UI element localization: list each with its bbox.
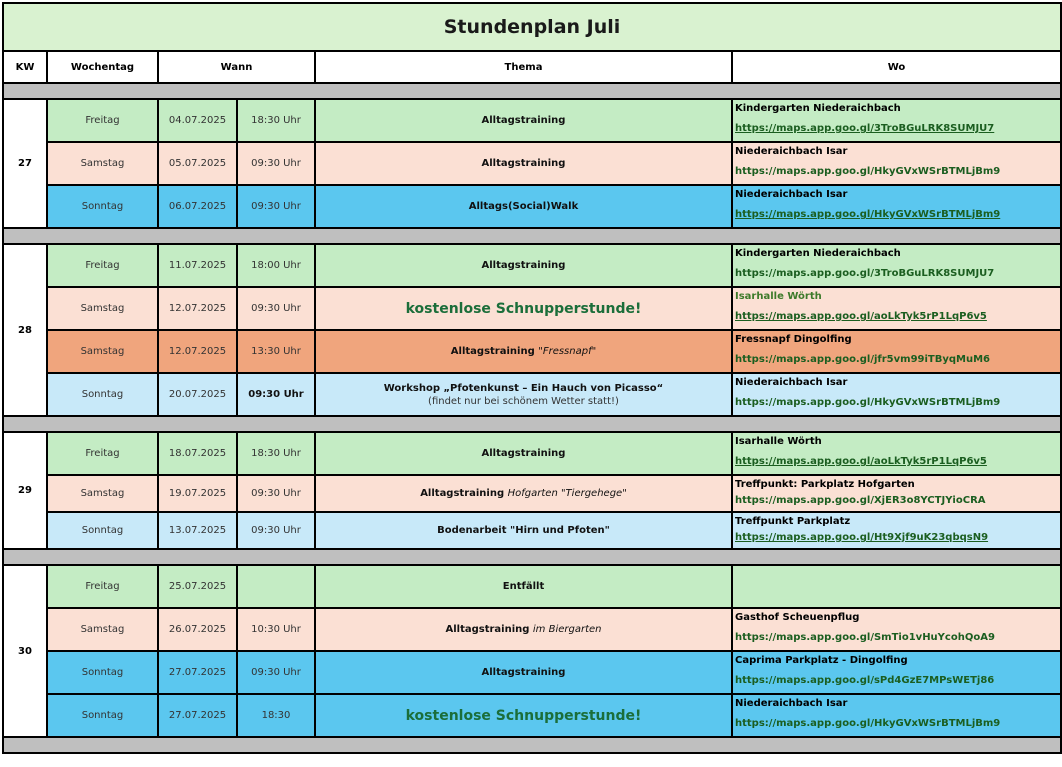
separator bbox=[3, 416, 1061, 432]
location bbox=[732, 651, 1061, 694]
location bbox=[732, 694, 1061, 737]
location-name: Gasthof Scheuenpflug bbox=[735, 612, 860, 623]
location bbox=[732, 287, 1061, 330]
date: 06.07.2025 bbox=[158, 185, 237, 228]
week-number: 29 bbox=[3, 432, 47, 549]
weekday: Freitag bbox=[47, 244, 158, 287]
location-name: Niederaichbach Isar bbox=[735, 146, 848, 157]
location-name: Kindergarten Niederaichbach bbox=[735, 103, 901, 114]
header-kw: KW bbox=[3, 51, 47, 83]
separator bbox=[3, 549, 1061, 565]
topic-italic: Hofgarten "Tiergehege" bbox=[507, 488, 627, 499]
location bbox=[732, 608, 1061, 651]
topic: kostenlose Schnupperstunde! bbox=[315, 694, 732, 737]
location-name: Niederaichbach Isar bbox=[735, 189, 848, 200]
time: 09:30 Uhr bbox=[237, 475, 315, 512]
map-link[interactable]: https://maps.app.goo.gl/jfr5vm99iTByqMuM6 bbox=[735, 354, 991, 365]
time: 09:30 Uhr bbox=[237, 142, 315, 185]
location bbox=[732, 565, 1061, 608]
topic bbox=[315, 373, 732, 416]
location bbox=[732, 373, 1061, 416]
location-name: Treffpunkt Parkplatz bbox=[735, 516, 851, 527]
table-row bbox=[3, 185, 1061, 228]
topic bbox=[315, 608, 732, 651]
topic: Alltagstraining bbox=[315, 244, 732, 287]
map-link[interactable]: https://maps.app.goo.gl/sPd4GzE7MPsWETj86 bbox=[735, 675, 995, 686]
date: 18.07.2025 bbox=[158, 432, 237, 475]
location-name: Caprima Parkplatz - Dingolfing bbox=[735, 655, 908, 666]
weekday: Freitag bbox=[47, 432, 158, 475]
location bbox=[732, 142, 1061, 185]
time: 18:30 Uhr bbox=[237, 432, 315, 475]
table-row bbox=[3, 244, 1061, 287]
table-row bbox=[3, 330, 1061, 373]
date: 05.07.2025 bbox=[158, 142, 237, 185]
table-row bbox=[3, 373, 1061, 416]
location bbox=[732, 99, 1061, 142]
table-row bbox=[3, 432, 1061, 475]
weekday: Samstag bbox=[47, 287, 158, 330]
week-number: 28 bbox=[3, 244, 47, 416]
location bbox=[732, 512, 1061, 549]
separator bbox=[3, 737, 1061, 753]
time: 10:30 Uhr bbox=[237, 608, 315, 651]
topic-text: Workshop „Pfotenkunst – Ein Hauch von Picasso“ bbox=[383, 382, 664, 394]
table-row bbox=[3, 608, 1061, 651]
weekday: Sonntag bbox=[47, 651, 158, 694]
date: 12.07.2025 bbox=[158, 287, 237, 330]
location-name: Kindergarten Niederaichbach bbox=[735, 248, 901, 259]
date: 04.07.2025 bbox=[158, 99, 237, 142]
table-row bbox=[3, 99, 1061, 142]
topic-text: Alltagstraining bbox=[420, 488, 508, 499]
map-link[interactable]: https://maps.app.goo.gl/aoLkTyk5rP1LqP6v5 bbox=[735, 311, 987, 322]
table-row bbox=[3, 512, 1061, 549]
weekday: Samstag bbox=[47, 330, 158, 373]
topic: Alltagstraining bbox=[315, 651, 732, 694]
table-row bbox=[3, 287, 1061, 330]
time: 09:30 Uhr bbox=[237, 512, 315, 549]
weekday: Freitag bbox=[47, 565, 158, 608]
topic bbox=[315, 475, 732, 512]
location-name: Treffpunkt: Parkplatz Hofgarten bbox=[735, 479, 915, 490]
weekday: Samstag bbox=[47, 608, 158, 651]
date: 27.07.2025 bbox=[158, 694, 237, 737]
map-link[interactable]: https://maps.app.goo.gl/3TroBGuLRK8SUMJU7 bbox=[735, 123, 995, 134]
schedule-table bbox=[2, 2, 1062, 754]
topic-note: (findet nur bei schönem Wetter statt!) bbox=[428, 395, 619, 407]
map-link[interactable]: https://maps.app.goo.gl/3TroBGuLRK8SUMJU7 bbox=[735, 268, 995, 279]
weekday: Samstag bbox=[47, 142, 158, 185]
time: 13:30 Uhr bbox=[237, 330, 315, 373]
time: 18:30 bbox=[237, 694, 315, 737]
map-link[interactable]: https://maps.app.goo.gl/HkyGVxWSrBTMLjBm9 bbox=[735, 397, 1001, 408]
time: 09:30 Uhr bbox=[237, 373, 315, 416]
weekday: Freitag bbox=[47, 99, 158, 142]
separator bbox=[3, 83, 1061, 99]
topic-italic: im Biergarten bbox=[532, 624, 602, 635]
location-name: Niederaichbach Isar bbox=[735, 377, 848, 388]
header-wo: Wo bbox=[732, 51, 1061, 83]
date: 27.07.2025 bbox=[158, 651, 237, 694]
page-title: Stundenplan Juli bbox=[3, 3, 1061, 51]
topic: Alltagstraining bbox=[315, 142, 732, 185]
location-name: Isarhalle Wörth bbox=[735, 436, 822, 447]
topic bbox=[315, 330, 732, 373]
location bbox=[732, 330, 1061, 373]
map-link[interactable]: https://maps.app.goo.gl/HkyGVxWSrBTMLjBm9 bbox=[735, 166, 1001, 177]
date: 12.07.2025 bbox=[158, 330, 237, 373]
map-link[interactable]: https://maps.app.goo.gl/SmTio1vHuYcohQoA9 bbox=[735, 632, 995, 643]
table-row bbox=[3, 475, 1061, 512]
location bbox=[732, 432, 1061, 475]
topic: Alltagstraining bbox=[315, 99, 732, 142]
topic: Alltagstraining bbox=[315, 432, 732, 475]
location-name: Niederaichbach Isar bbox=[735, 698, 848, 709]
date: 20.07.2025 bbox=[158, 373, 237, 416]
table-row bbox=[3, 565, 1061, 608]
header-wochentag: Wochentag bbox=[47, 51, 158, 83]
map-link[interactable]: https://maps.app.goo.gl/XjER3o8YCTJYioCRA bbox=[735, 495, 986, 506]
table-row bbox=[3, 694, 1061, 737]
map-link[interactable]: https://maps.app.goo.gl/aoLkTyk5rP1LqP6v5 bbox=[735, 456, 987, 467]
topic-text: Alltagstraining bbox=[450, 346, 539, 357]
table-row bbox=[3, 142, 1061, 185]
week-number: 27 bbox=[3, 99, 47, 228]
map-link[interactable]: https://maps.app.goo.gl/HkyGVxWSrBTMLjBm9 bbox=[735, 209, 1001, 220]
date: 26.07.2025 bbox=[158, 608, 237, 651]
location-name: Isarhalle Wörth bbox=[735, 291, 822, 302]
location bbox=[732, 244, 1061, 287]
weekday: Samstag bbox=[47, 475, 158, 512]
topic-italic: "Fressnapf" bbox=[538, 346, 597, 357]
week-number: 30 bbox=[3, 565, 47, 737]
map-link[interactable]: https://maps.app.goo.gl/Ht9Xjf9uK23qbqsN9 bbox=[735, 532, 989, 543]
topic: kostenlose Schnupperstunde! bbox=[315, 287, 732, 330]
weekday: Sonntag bbox=[47, 512, 158, 549]
weekday: Sonntag bbox=[47, 373, 158, 416]
topic: Alltags(Social)Walk bbox=[315, 185, 732, 228]
date: 13.07.2025 bbox=[158, 512, 237, 549]
time: 18:00 Uhr bbox=[237, 244, 315, 287]
header-thema: Thema bbox=[315, 51, 732, 83]
topic: Bodenarbeit "Hirn und Pfoten" bbox=[315, 512, 732, 549]
time: 18:30 Uhr bbox=[237, 99, 315, 142]
time bbox=[237, 565, 315, 608]
weekday: Sonntag bbox=[47, 694, 158, 737]
time: 09:30 Uhr bbox=[237, 651, 315, 694]
location-name: Fressnapf Dingolfing bbox=[735, 334, 852, 345]
table-row bbox=[3, 651, 1061, 694]
location bbox=[732, 185, 1061, 228]
date: 25.07.2025 bbox=[158, 565, 237, 608]
time: 09:30 Uhr bbox=[237, 185, 315, 228]
topic: Entfällt bbox=[315, 565, 732, 608]
date: 11.07.2025 bbox=[158, 244, 237, 287]
location bbox=[732, 475, 1061, 512]
time: 09:30 Uhr bbox=[237, 287, 315, 330]
weekday: Sonntag bbox=[47, 185, 158, 228]
location-name bbox=[735, 569, 1058, 589]
header-wann: Wann bbox=[158, 51, 315, 83]
separator bbox=[3, 228, 1061, 244]
date: 19.07.2025 bbox=[158, 475, 237, 512]
map-link[interactable]: https://maps.app.goo.gl/HkyGVxWSrBTMLjBm9 bbox=[735, 718, 1001, 729]
topic-text: Alltagstraining bbox=[445, 624, 533, 635]
